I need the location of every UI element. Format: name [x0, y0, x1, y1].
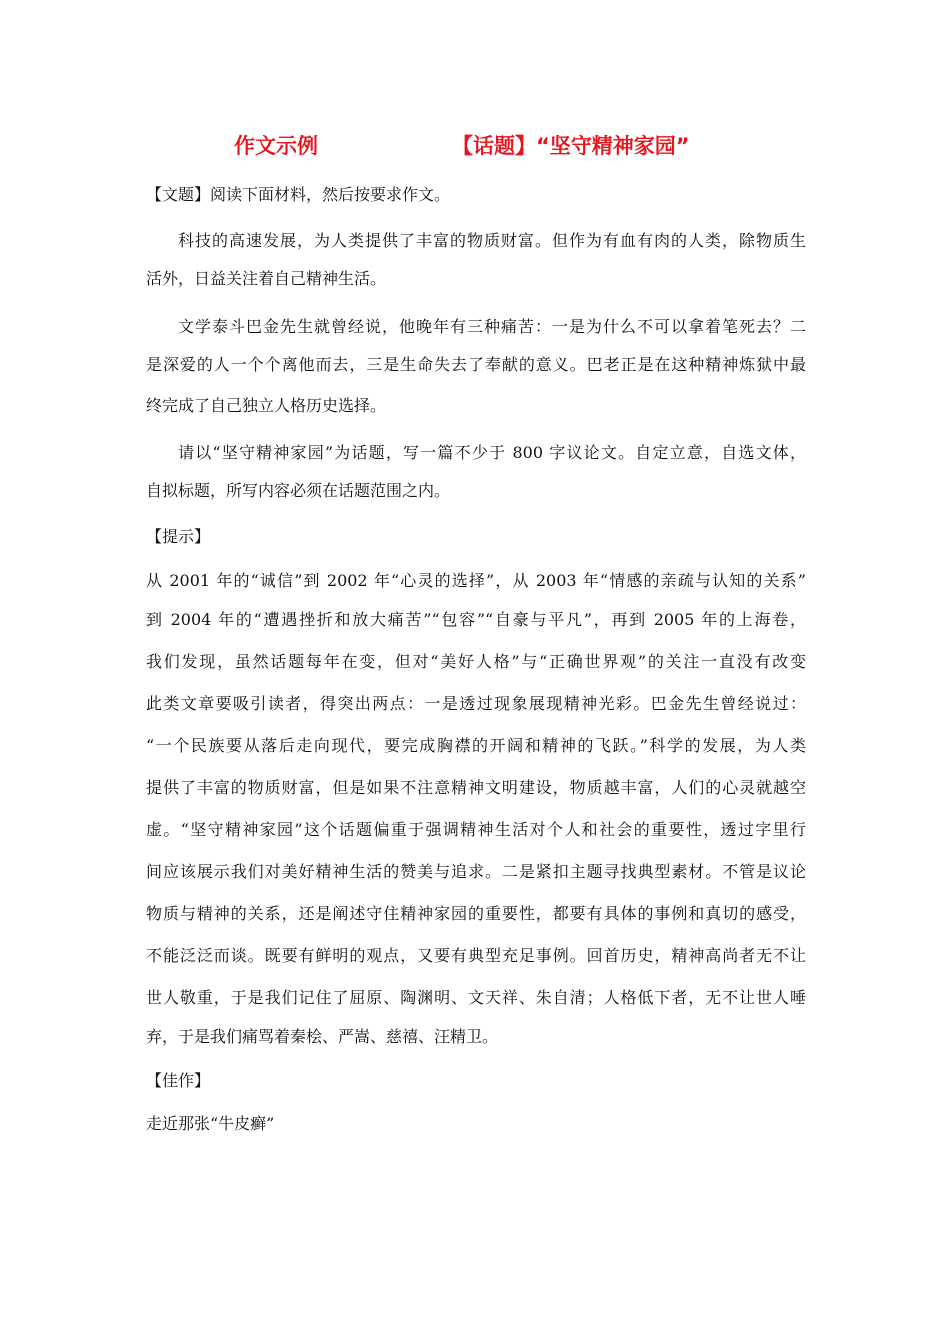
prompt-para3-line: 请以“坚守精神家园”为话题，写一篇不少于 800 字议论文。自定立意，自选文体，	[178, 443, 806, 462]
title-topic: 【话题】“坚守精神家园”	[452, 134, 690, 158]
hint-line: 到 2004 年的“遭遇挫折和放大痛苦”“包容”“自豪与平凡”，再到 2005 年的上海卷，	[146, 610, 806, 629]
prompt-para2-line: 终完成了自己独立人格历史选择。	[146, 396, 387, 415]
hint-line: 世人敬重，于是我们记住了屈原、陶渊明、文天祥、朱自清；人格低下者，无不让世人唾	[146, 988, 806, 1007]
hint-line: “一个民族要从落后走向现代，要完成胸襟的开阔和精神的飞跃。”科学的发展，为人类	[146, 736, 806, 755]
prompt-label: 【文题】阅读下面材料，然后按要求作文。	[146, 185, 451, 204]
prompt-para1-line: 活外，日益关注着自己精神生活。	[146, 269, 387, 288]
hint-heading: 【提示】	[146, 527, 211, 546]
hint-line: 物质与精神的关系，还是阐述守住精神家园的重要性，都要有具体的事例和真切的感受，	[146, 904, 806, 923]
hint-line: 虚。“坚守精神家园”这个话题偏重于强调精神生活对个人和社会的重要性，透过字里行	[146, 820, 806, 839]
hint-line: 间应该展示我们对美好精神生活的赞美与追求。二是紧扣主题寻找典型素材。不管是议论	[146, 862, 806, 881]
prompt-para2-line: 是深爱的人一个个离他而去，三是生命失去了奉献的意义。巴老正是在这种精神炼狱中最	[146, 355, 806, 374]
hint-line: 我们发现，虽然话题每年在变，但对“美好人格”与“正确世界观”的关注一直没有改变	[146, 652, 806, 671]
prompt-para2-line: 文学泰斗巴金先生就曾经说，他晚年有三种痛苦：一是为什么不可以拿着笔死去？二	[178, 317, 806, 336]
hint-line: 不能泛泛而谈。既要有鲜明的观点，又要有典型充足事例。回首历史，精神高尚者无不让	[146, 946, 806, 965]
title-label: 作文示例	[234, 134, 318, 158]
essay-title: 走近那张“牛皮癣”	[146, 1114, 275, 1133]
prompt-para1-line: 科技的高速发展，为人类提供了丰富的物质财富。但作为有血有肉的人类，除物质生	[178, 231, 806, 250]
hint-line: 此类文章要吸引读者，得突出两点：一是透过现象展现精神光彩。巴金先生曾经说过：	[146, 694, 806, 713]
essay-heading: 【佳作】	[146, 1071, 211, 1090]
hint-line: 提供了丰富的物质财富，但是如果不注意精神文明建设，物质越丰富，人们的心灵就越空	[146, 778, 806, 797]
hint-line: 从 2001 年的“诚信”到 2002 年“心灵的选择”，从 2003 年“情感的亲疏与认知的关系”	[146, 571, 806, 590]
page-title	[0, 128, 950, 160]
prompt-para3-line: 自拟标题，所写内容必须在话题范围之内。	[146, 481, 451, 500]
hint-line: 弃，于是我们痛骂着秦桧、严嵩、慈禧、汪精卫。	[146, 1027, 499, 1046]
